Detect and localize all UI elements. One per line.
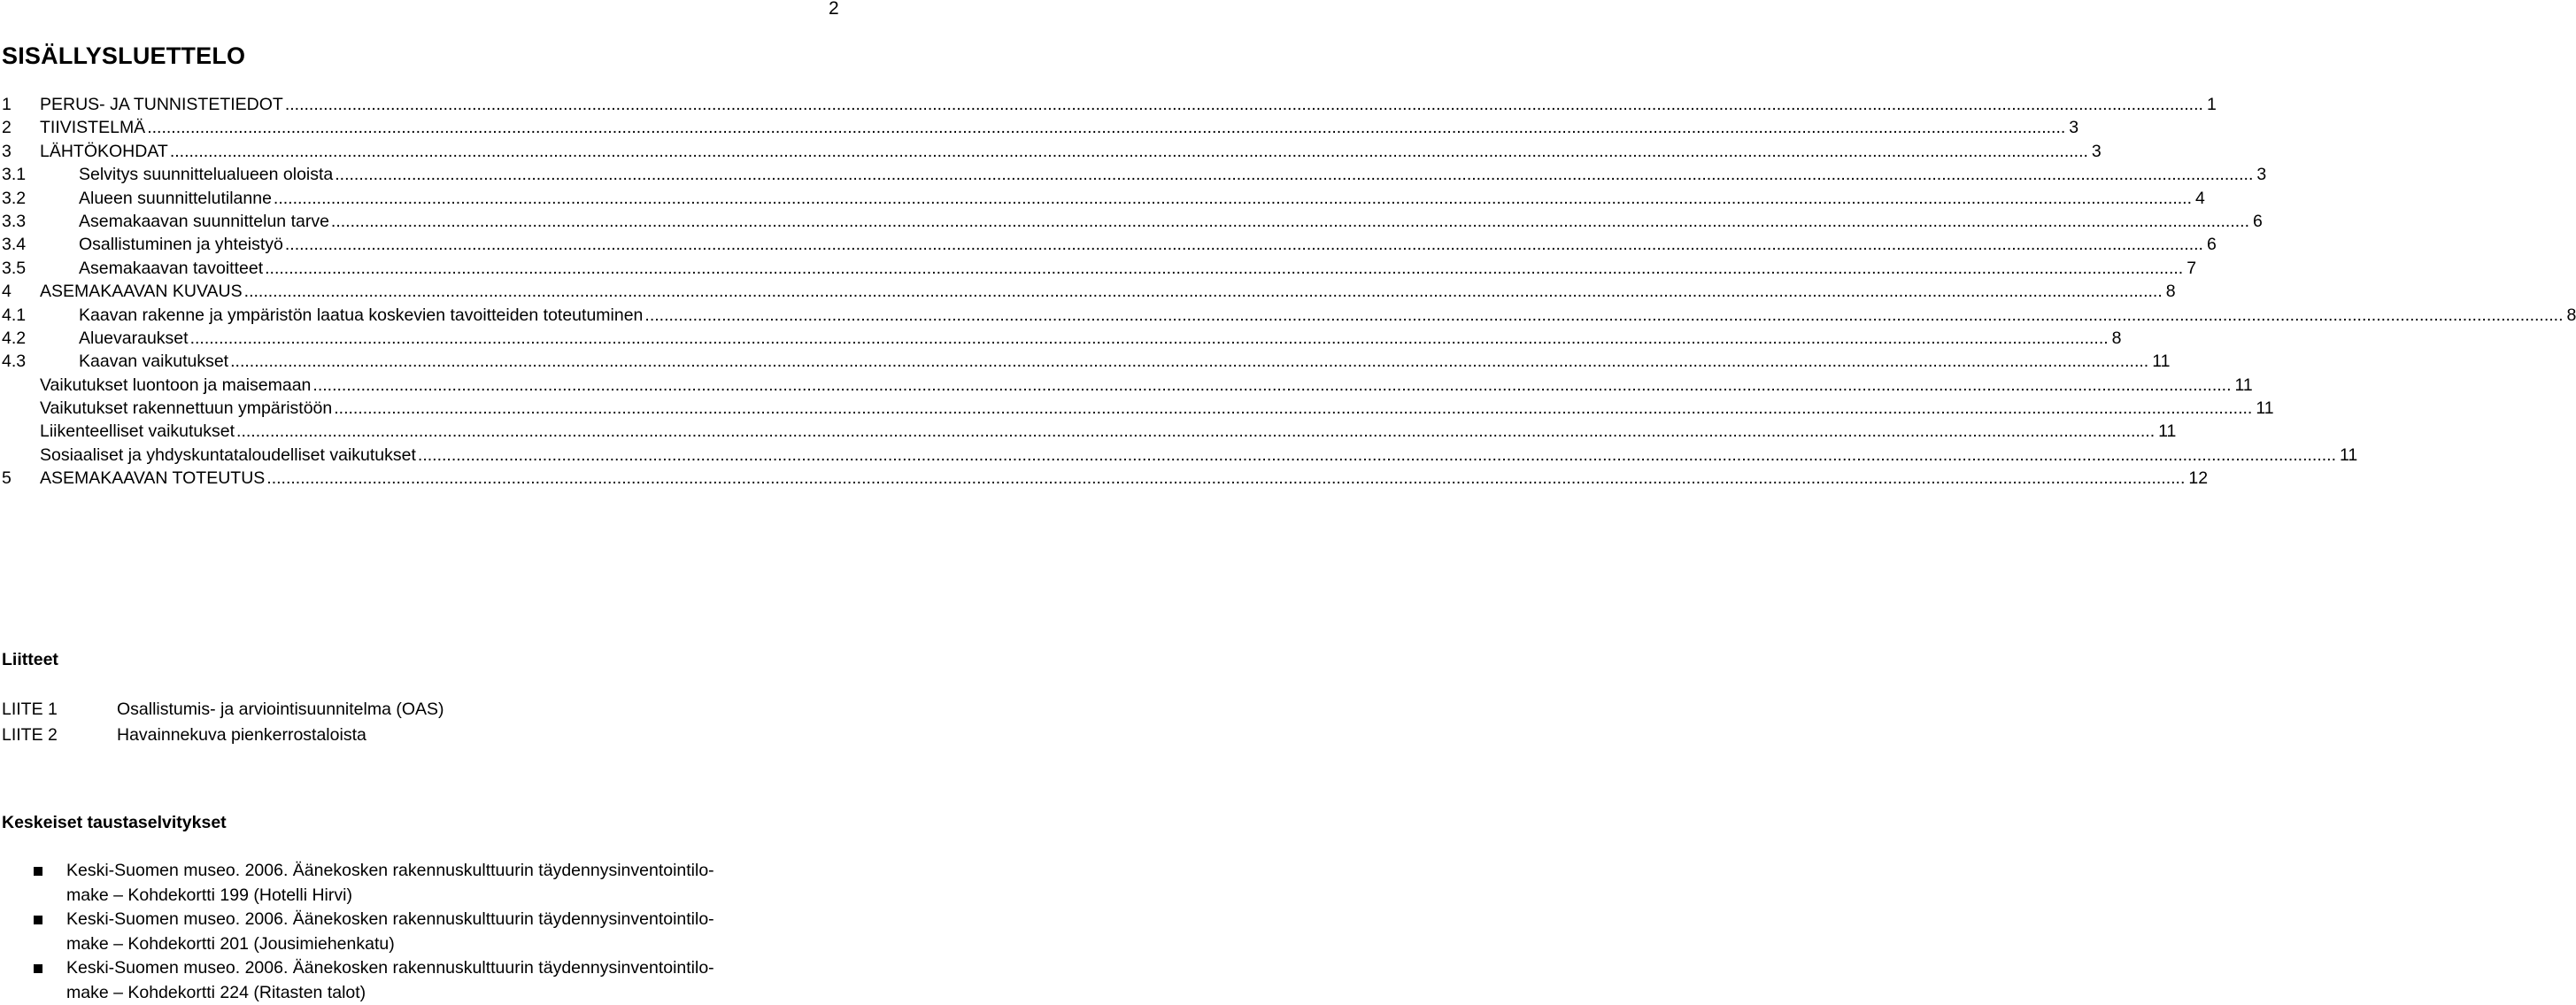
- toc-entry-label: Selvitys suunnittelualueen oloista: [79, 163, 335, 186]
- toc-entry[interactable]: [0, 257, 850, 280]
- toc-entry[interactable]: [0, 116, 850, 139]
- toc-entry-label: Kaavan rakenne ja ympäristön laatua koskevien tavoitteiden toteutuminen: [79, 304, 644, 327]
- liite-id: LIITE 2: [2, 723, 58, 748]
- liite-description: Osallistumis- ja arviointisuunnitelma (OAS): [117, 697, 444, 723]
- reference-item: [0, 956, 850, 1005]
- toc-entry-page: 3: [2088, 140, 2102, 163]
- toc-entry[interactable]: [0, 467, 850, 490]
- toc-entry-page: 7: [2183, 257, 2196, 280]
- reference-line: make – Kohdekortti 224 (Ritasten talot): [66, 981, 366, 1005]
- toc-entry[interactable]: [0, 350, 850, 373]
- toc-entry-page: 3: [2065, 116, 2079, 139]
- toc-entry[interactable]: [0, 187, 850, 210]
- toc-entry-label: Kaavan vaikutukset: [79, 350, 230, 373]
- toc-entry-number: 4.2: [2, 327, 26, 350]
- toc-entry-label: Liikenteelliset vaikutukset: [40, 420, 236, 443]
- liite-id: LIITE 1: [2, 697, 58, 723]
- toc-dot-leader: ................................................................................................................................................................................................................................................................................................................................................................................................................: [644, 304, 2563, 327]
- toc-dot-leader: ................................................................................................................................................................................................................................................................................................................................................................................................................: [312, 374, 2231, 397]
- toc-entry-page: 6: [2249, 210, 2263, 233]
- toc-entry-number: 3.1: [2, 163, 26, 186]
- toc-entry-page: 11: [2148, 350, 2170, 373]
- toc-entry[interactable]: [0, 444, 850, 467]
- toc-entry-page: 11: [2336, 444, 2357, 467]
- toc-entry[interactable]: [0, 233, 850, 256]
- toc-entry-number: 2: [2, 116, 12, 139]
- toc-entry-page: 8: [2564, 304, 2576, 327]
- toc-entry[interactable]: [0, 374, 850, 397]
- liitteet-heading: Liitteet: [2, 648, 58, 671]
- reference-line: make – Kohdekortti 199 (Hotelli Hirvi): [66, 884, 352, 908]
- toc-entry[interactable]: [0, 280, 850, 303]
- toc-entry-number: 3.2: [2, 187, 26, 210]
- toc-entry-number: 4.1: [2, 304, 26, 327]
- toc-entry[interactable]: [0, 210, 850, 233]
- toc-entry-label: Asemakaavan tavoitteet: [79, 257, 265, 280]
- toc-entry[interactable]: [0, 304, 850, 327]
- reference-line: Keski-Suomen museo. 2006. Äänekosken rakennuskulttuurin täydennysinventointilo-: [66, 956, 714, 981]
- toc-entry-label: Alueen suunnittelutilanne: [79, 187, 274, 210]
- toc-dot-leader: ................................................................................................................................................................................................................................................................................................................................................................................................................: [285, 93, 2203, 116]
- reference-list: [0, 859, 850, 1005]
- table-of-contents: [0, 93, 850, 491]
- toc-entry-label: TIIVISTELMÄ: [40, 116, 147, 139]
- keskeiset-heading: Keskeiset taustaselvitykset: [2, 811, 227, 834]
- toc-dot-leader: ................................................................................................................................................................................................................................................................................................................................................................................................................: [244, 280, 2163, 303]
- document-page: [0, 0, 850, 996]
- toc-entry-number: 3.4: [2, 233, 26, 256]
- toc-entry-number: 5: [2, 467, 12, 490]
- toc-entry-label: Vaikutukset rakennettuun ympäristöön: [40, 397, 334, 420]
- toc-entry-page: 1: [2203, 93, 2217, 116]
- toc-entry-label: LÄHTÖKOHDAT: [40, 140, 170, 163]
- toc-entry-number: 4: [2, 280, 12, 303]
- toc-entry[interactable]: [0, 140, 850, 163]
- toc-entry-number: 3.5: [2, 257, 26, 280]
- toc-entry-page: 12: [2185, 467, 2208, 490]
- toc-dot-leader: ................................................................................................................................................................................................................................................................................................................................................................................................................: [266, 467, 2185, 490]
- toc-entry-page: 4: [2192, 187, 2205, 210]
- reference-line: make – Kohdekortti 201 (Jousimiehenkatu): [66, 932, 395, 957]
- toc-dot-leader: ................................................................................................................................................................................................................................................................................................................................................................................................................: [335, 163, 2253, 186]
- toc-entry-number: 1: [2, 93, 12, 116]
- toc-entry-page: 8: [2109, 327, 2122, 350]
- toc-entry-label: ASEMAKAAVAN TOTEUTUS: [40, 467, 266, 490]
- toc-entry[interactable]: [0, 93, 850, 116]
- toc-entry-number: 4.3: [2, 350, 26, 373]
- toc-dot-leader: ................................................................................................................................................................................................................................................................................................................................................................................................................: [334, 397, 2252, 420]
- toc-entry-page: 3: [2253, 163, 2266, 186]
- toc-entry-number: 3: [2, 140, 12, 163]
- reference-line: Keski-Suomen museo. 2006. Äänekosken rakennuskulttuurin täydennysinventointilo-: [66, 859, 714, 884]
- toc-dot-leader: ................................................................................................................................................................................................................................................................................................................................................................................................................: [274, 187, 2192, 210]
- toc-dot-leader: ................................................................................................................................................................................................................................................................................................................................................................................................................: [147, 116, 2065, 139]
- reference-line: Keski-Suomen museo. 2006. Äänekosken rakennuskulttuurin täydennysinventointilo-: [66, 908, 714, 932]
- page-number: 2: [829, 0, 839, 19]
- toc-entry-label: PERUS- JA TUNNISTETIEDOT: [40, 93, 285, 116]
- toc-dot-leader: ................................................................................................................................................................................................................................................................................................................................................................................................................: [265, 257, 2183, 280]
- toc-dot-leader: ................................................................................................................................................................................................................................................................................................................................................................................................................: [170, 140, 2088, 163]
- toc-entry-page: 11: [2155, 420, 2176, 443]
- toc-entry[interactable]: [0, 420, 850, 443]
- liite-description: Havainnekuva pienkerrostaloista: [117, 723, 366, 748]
- reference-item: [0, 859, 850, 908]
- reference-item: [0, 908, 850, 956]
- toc-dot-leader: ................................................................................................................................................................................................................................................................................................................................................................................................................: [418, 444, 2336, 467]
- toc-entry-page: 11: [2252, 397, 2273, 420]
- toc-dot-leader: ................................................................................................................................................................................................................................................................................................................................................................................................................: [285, 233, 2203, 256]
- toc-entry-page: 8: [2163, 280, 2176, 303]
- toc-entry[interactable]: [0, 327, 850, 350]
- toc-entry[interactable]: [0, 163, 850, 186]
- toc-entry-page: 11: [2232, 374, 2253, 397]
- toc-dot-leader: ................................................................................................................................................................................................................................................................................................................................................................................................................: [236, 420, 2155, 443]
- toc-entry-label: Asemakaavan suunnittelun tarve: [79, 210, 331, 233]
- toc-entry-label: Aluevaraukset: [79, 327, 190, 350]
- toc-entry-page: 6: [2203, 233, 2217, 256]
- toc-entry-number: 3.3: [2, 210, 26, 233]
- toc-dot-leader: ................................................................................................................................................................................................................................................................................................................................................................................................................: [331, 210, 2249, 233]
- toc-entry-label: Osallistuminen ja yhteistyö: [79, 233, 285, 256]
- toc-entry-label: ASEMAKAAVAN KUVAUS: [40, 280, 244, 303]
- toc-dot-leader: ................................................................................................................................................................................................................................................................................................................................................................................................................: [230, 350, 2148, 373]
- toc-entry-label: Vaikutukset luontoon ja maisemaan: [40, 374, 312, 397]
- toc-entry[interactable]: [0, 397, 850, 420]
- toc-entry-label: Sosiaaliset ja yhdyskuntataloudelliset vaikutukset: [40, 444, 418, 467]
- toc-dot-leader: ................................................................................................................................................................................................................................................................................................................................................................................................................: [190, 327, 2109, 350]
- toc-title: SISÄLLYSLUETTELO: [2, 42, 245, 70]
